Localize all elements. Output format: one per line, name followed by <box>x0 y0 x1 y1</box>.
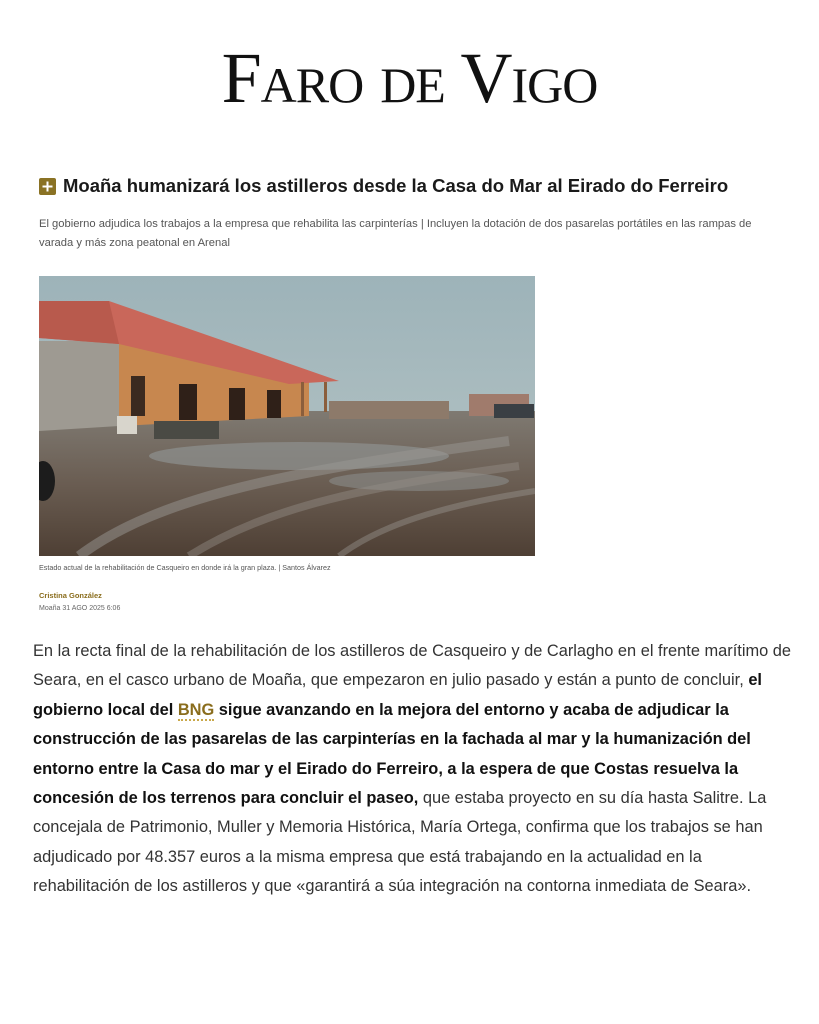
article-body-paragraph <box>33 637 793 902</box>
body-intro-text: En la recta final de la rehabilitación de los astilleros de Casqueiro y de Carlagho en el frente marítimo de Seara, en el casco urbano de Moaña, que empezaron en julio pasado y están a punto de concluir, <box>33 642 792 690</box>
article-photo[interactable] <box>39 276 535 556</box>
body-bold-text-a: el gobierno local del <box>33 671 762 719</box>
site-logo[interactable]: Faro de Vigo <box>221 38 598 118</box>
author-name[interactable]: Cristina González <box>39 591 102 600</box>
headline-row <box>39 173 799 199</box>
article-dateline: Moaña 31 AGO 2025 6:06 <box>39 605 121 612</box>
article-headline: Moaña humanizará los astilleros desde la Casa do Mar al Eirado do Ferreiro <box>63 175 729 196</box>
body-rest-text: que estaba proyecto en su día hasta Salitre. La concejala de Patrimonio, Muller y Memoria Histórica, María Ortega, confirma que los trabajos se han adjudicado por 48.357 euros a la misma empresa que está trabajando en la actualidad en la rehabilitación de los astilleros y que «garantirá a súa integración na contorna inmediata de Seara». <box>33 789 767 896</box>
bng-link[interactable]: BNG <box>177 700 215 719</box>
masthead <box>0 36 819 120</box>
photo-caption: Estado actual de la rehabilitación de Casqueiro en donde irá la gran plaza. | Santos Álvarez <box>39 563 331 572</box>
article-subtitle: El gobierno adjudica los trabajos a la empresa que rehabilita las carpinterías | Incluyen la dotación de dos pasarelas portátiles en las rampas de varada y más zona peatonal en Arenal <box>39 218 752 249</box>
construction-site-photo <box>39 276 535 556</box>
body-bold-text-b: sigue avanzando en la mejora del entorno y acaba de adjudicar la construcción de las pasarelas de las carpinterías en la fachada al mar y la humanización del entorno entre la Casa do mar y el Eirado do Ferreiro, a la espera de que Costas resuelva la concesión de los terrenos para concluir el paseo, <box>33 700 751 808</box>
plus-icon[interactable] <box>39 178 56 195</box>
